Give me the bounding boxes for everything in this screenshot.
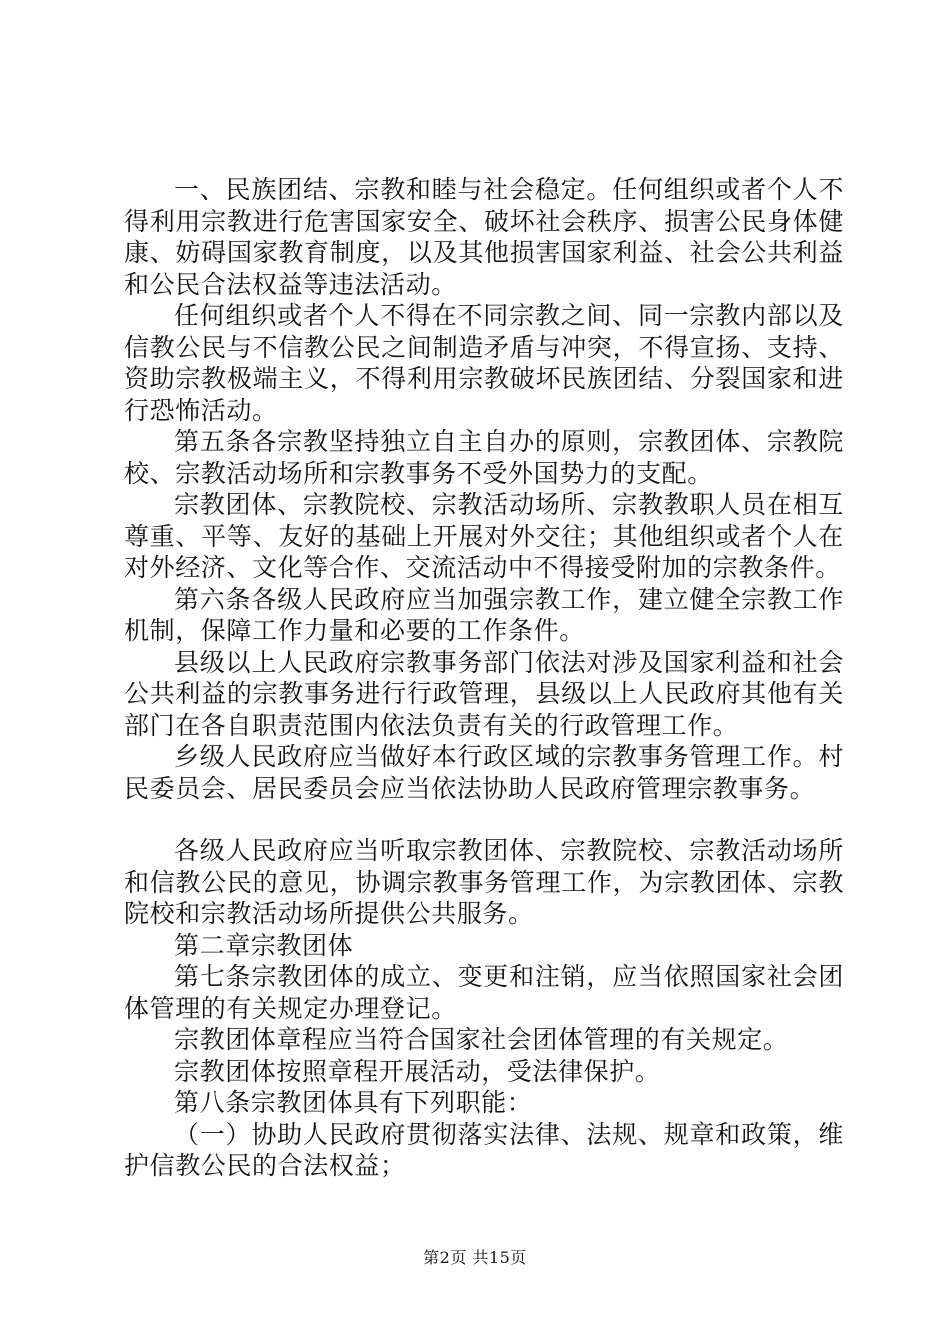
paragraph-14: （一）协助人民政府贯彻落实法律、法规、规章和政策，维护信教公民的合法权益；	[124, 1119, 844, 1180]
paragraph-13: 第八条宗教团体具有下列职能：	[174, 1088, 533, 1117]
paragraph-10: 第七条宗教团体的成立、变更和注销，应当依照国家社会团体管理的有关规定办理登记。	[124, 962, 844, 1023]
paragraph-5: 第六条各级人民政府应当加强宗教工作，建立健全宗教工作机制，保障工作力量和必要的工作条件。	[124, 584, 844, 645]
paragraph-6: 县级以上人民政府宗教事务部门依法对涉及国家利益和社会公共利益的宗教事务进行行政管理，县级以上人民政府其他有关部门在各自职责范围内依法负责有关的行政管理工作。	[124, 647, 844, 740]
page-number: 第2页 共15页	[423, 1248, 527, 1267]
page-footer	[0, 1245, 950, 1268]
paragraph-7: 乡级人民政府应当做好本行政区域的宗教事务管理工作。村民委员会、居民委员会应当依法协助人民政府管理宗教事务。	[124, 742, 844, 803]
paragraph-8: 各级人民政府应当听取宗教团体、宗教院校、宗教活动场所和信教公民的意见，协调宗教事务管理工作，为宗教团体、宗教院校和宗教活动场所提供公共服务。	[124, 836, 844, 928]
paragraph-11: 宗教团体章程应当符合国家社会团体管理的有关规定。	[174, 1025, 789, 1054]
paragraph-3: 第五条各宗教坚持独立自主自办的原则，宗教团体、宗教院校、宗教活动场所和宗教事务不受外国势力的支配。	[124, 427, 844, 488]
paragraph-4: 宗教团体、宗教院校、宗教活动场所、宗教教职人员在相互尊重、平等、友好的基础上开展对外交往；其他组织或者个人在对外经济、文化等合作、交流活动中不得接受附加的宗教条件。	[124, 490, 844, 582]
paragraph-2: 任何组织或者个人不得在不同宗教之间、同一宗教内部以及信教公民与不信教公民之间制造矛盾与冲突，不得宣扬、支持、资助宗教极端主义，不得利用宗教破坏民族团结、分裂国家和进行恐怖活动。	[124, 301, 844, 425]
paragraph-1: 一、民族团结、宗教和睦与社会稳定。任何组织或者个人不得利用宗教进行危害国家安全、破坏社会秩序、损害公民身体健康、妨碍国家教育制度，以及其他损害国家利益、社会公共利益和公民合法权益等违法活动。	[124, 175, 844, 299]
document-body	[124, 174, 844, 1182]
paragraph-12: 宗教团体按照章程开展活动，受法律保护。	[174, 1056, 661, 1086]
chapter-heading: 第二章宗教团体	[174, 930, 354, 960]
